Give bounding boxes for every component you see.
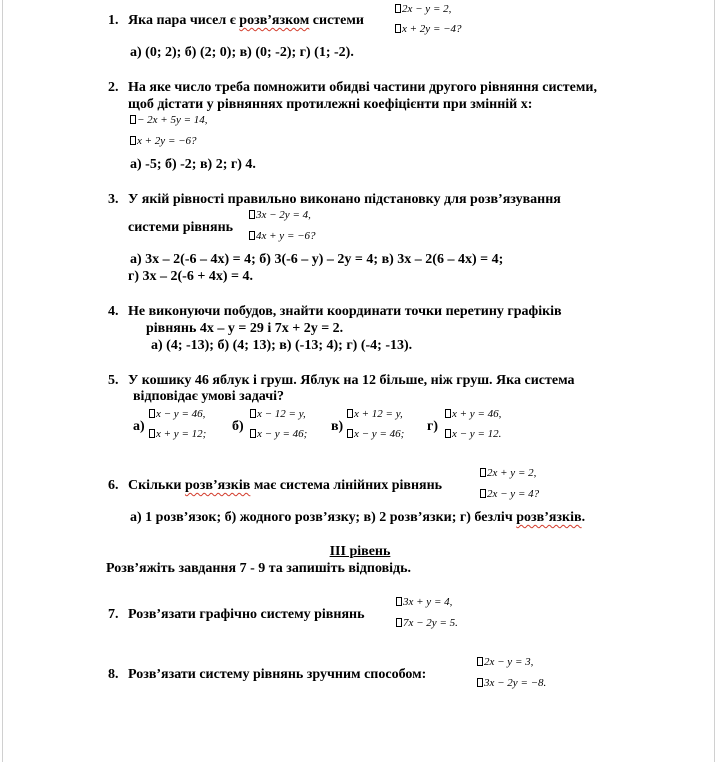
q3-eq2-text: 4x + y = −6? [256,230,316,242]
q2-number: 2. [108,80,119,95]
q6-answers [130,510,585,526]
q5-a-eq2-text: x + y = 12; [156,428,207,440]
brace-box-icon [477,678,483,687]
q6-eq1 [480,467,536,479]
q8-text: Розв’язати систему рівнянь зручним способом: [128,667,427,682]
brace-box-icon [249,231,255,240]
q2-eq1 [130,114,208,126]
q7-eq1 [396,596,452,608]
brace-box-icon [396,597,402,606]
q1-eq1-text: 2x − y = 2, [402,3,452,15]
q6-eq2-text: 2x − y = 4? [487,488,540,500]
q4-answers: а) (4; -13); б) (4; 13); в) (-13; 4); г) (-4; -13). [151,338,413,353]
brace-box-icon [445,429,451,438]
q3-eq1 [249,209,311,221]
brace-box-icon [130,136,136,145]
q1-eq2-text: x + 2y = −4? [402,23,462,35]
page-edge-left [2,0,3,762]
brace-box-icon [480,489,486,498]
q7-eq2-text: 7x − 2y = 5. [403,617,458,629]
q1-eq1 [395,3,451,15]
q6-eq1-text: 2x + y = 2, [487,467,537,479]
brace-box-icon [396,618,402,627]
q5-c-eq2-text: x − y = 46; [354,428,405,440]
q5-d-eq2-text: x − y = 12. [452,428,502,440]
q3-eq1-text: 3x − 2y = 4, [256,209,311,221]
q2-line2: щоб дістати у рівняннях протилежні коефіцієнти при змінній х: [128,97,533,112]
q2-answers: а) -5; б) -2; в) 2; г) 4. [130,157,256,172]
q3-line1: У якій рівності правильно виконано підстановку для розв’язування [128,192,561,207]
q5-line1: У кошику 46 яблук і груш. Яблук на 12 більше, ніж груш. Яка система [128,373,575,388]
level-title-text: ІІІ рівень [329,544,391,559]
q5-b-eq1 [250,408,306,420]
q1-text-a: Яка пара чисел є [128,13,240,28]
q8-eq2 [477,677,546,689]
q2-eq2 [130,135,197,147]
brace-box-icon [149,429,155,438]
q6-number: 6. [108,478,119,493]
q6-answers-c: . [581,510,586,525]
q6-text-c: має система лінійних рівнянь [250,478,443,493]
q5-option-b-label: б) [232,419,244,434]
q5-option-a-label: а) [133,419,145,434]
q6-text-wavy: розв’язків [184,478,251,493]
q7-eq2 [396,617,458,629]
brace-box-icon [347,429,353,438]
q1-eq2 [395,23,462,35]
brace-box-icon [149,409,155,418]
q5-a-eq1 [149,408,205,420]
level-instruction: Розв’яжіть завдання 7 - 9 та запишіть відповідь. [106,561,412,576]
q5-a-eq1-text: x − y = 46, [156,408,206,420]
page-edge-right [714,0,715,762]
q5-option-d-label: г) [427,419,439,434]
q8-eq2-text: 3x − 2y = −8. [484,677,547,689]
q5-option-c-label: в) [331,419,344,434]
brace-box-icon [130,115,136,124]
q5-a-eq2 [149,428,206,440]
q2-eq1-text: − 2x + 5y = 14, [137,114,208,126]
q1-answers: а) (0; 2); б) (2; 0); в) (0; -2); г) (1; -2). [130,45,354,60]
q5-d-eq1-text: x + y = 46, [452,408,502,420]
q4-line1: Не виконуючи побудов, знайти координати точки перетину графіків [128,304,562,319]
brace-box-icon [250,429,256,438]
brace-box-icon [480,468,486,477]
q8-number: 8. [108,667,119,682]
q4-line2: рівнянь 4х – у = 29 і 7х + 2у = 2. [146,321,344,336]
q8-eq1 [477,656,533,668]
q6-text-a: Скільки [128,478,185,493]
q1-number: 1. [108,13,119,28]
brace-box-icon [445,409,451,418]
brace-box-icon [395,24,401,33]
q7-eq1-text: 3x + y = 4, [403,596,453,608]
q7-number: 7. [108,607,119,622]
q3-eq2 [249,230,316,242]
q6-eq2 [480,488,539,500]
q3-answers-1: а) 3х – 2(-6 – 4х) = 4; б) 3(-6 – у) – 2у = 4; в) 3х – 2(6 – 4х) = 4; [130,252,504,267]
brace-box-icon [477,657,483,666]
brace-box-icon [395,4,401,13]
q5-number: 5. [108,373,119,388]
q1-text [128,13,364,29]
q3-number: 3. [108,192,119,207]
q5-b-eq1-text: x − 12 = y, [257,408,306,420]
q5-b-eq2 [250,428,307,440]
q5-line2: відповідає умові задачі? [133,389,285,404]
q5-c-eq2 [347,428,404,440]
q5-d-eq1 [445,408,501,420]
level-title [0,544,720,560]
q3-line2: системи рівнянь [128,220,234,235]
q5-c-eq1-text: x + 12 = y, [354,408,403,420]
q1-text-c: системи [309,13,364,28]
q5-c-eq1 [347,408,403,420]
q6-answers-a: а) 1 розв’язок; б) жодного розв’язку; в) 2 розв’язки; г) безліч [130,510,517,525]
q2-line1: На яке число треба помножити обидві частини другого рівняння системи, [128,80,597,95]
q8-eq1-text: 2x − y = 3, [484,656,534,668]
q5-b-eq2-text: x − y = 46; [257,428,308,440]
q7-text: Розв’язати графічно систему рівнянь [128,607,365,622]
q6-answers-wavy: розв’язків [516,510,582,525]
q5-d-eq2 [445,428,501,440]
q4-number: 4. [108,304,119,319]
q2-eq2-text: x + 2y = −6? [137,135,197,147]
brace-box-icon [249,210,255,219]
q3-answers-2: г) 3х – 2(-6 + 4х) = 4. [128,269,253,284]
q6-text [128,478,442,494]
q1-text-wavy: розв’язком [239,13,310,28]
brace-box-icon [250,409,256,418]
brace-box-icon [347,409,353,418]
